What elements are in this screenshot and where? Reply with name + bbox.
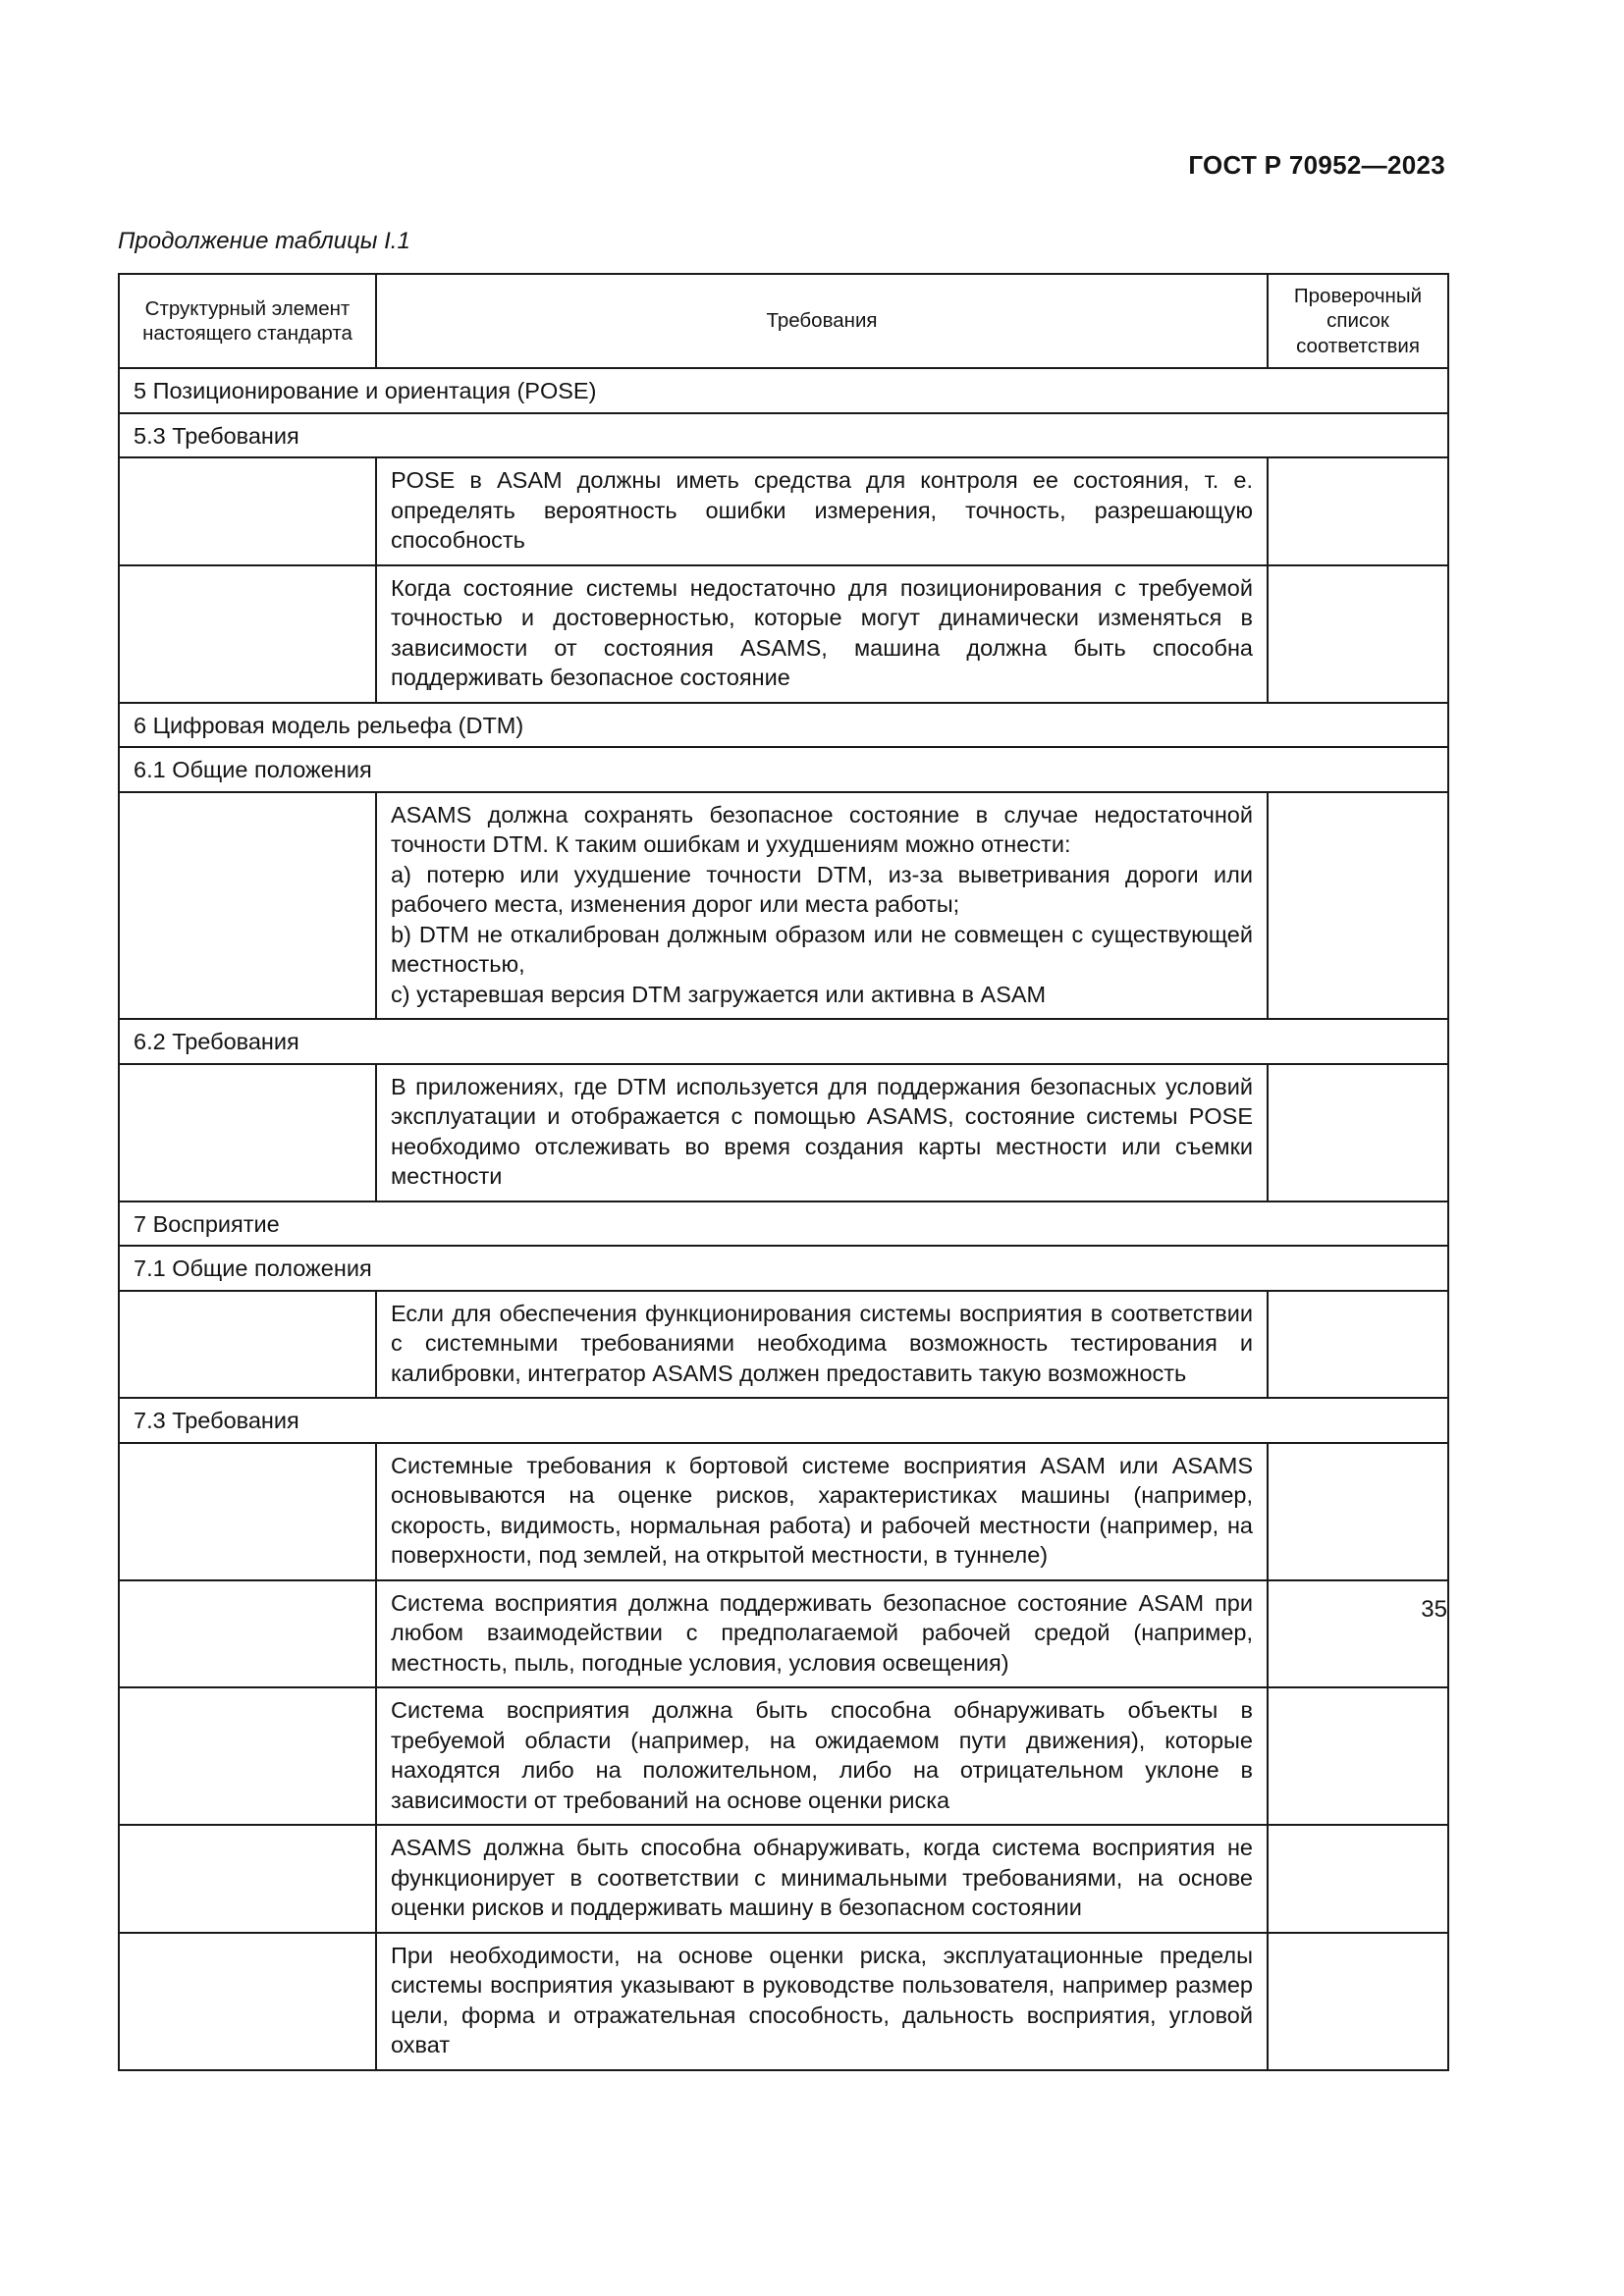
requirement-text: ASAMS должна сохранять безопасное состояние в случае недостаточной точности DTM. К таким ошибкам и ухудшениям можно отнести: а) потерю или ухудшение точности DTM, из-за выветривания дороги или рабочего места, изменения дорог или места работы; b) DTM не откалиброван должным образом или не совмещен с существующей местностью, c) устаревшая версия DTM загружается или активна в ASAM xyxy=(376,792,1268,1020)
requirement-row xyxy=(119,1933,1448,2070)
table-header-row xyxy=(119,274,1448,368)
section-row xyxy=(119,1398,1448,1443)
checklist-cell xyxy=(1268,1291,1448,1399)
section-row xyxy=(119,1019,1448,1064)
requirement-text: ASAMS должна быть способна обнаруживать, когда система восприятия не функционирует в соответствии с минимальными требованиями, на основе оценки рисков и поддерживать машину в безопасном состоянии xyxy=(376,1825,1268,1933)
structural-element-cell xyxy=(119,565,376,703)
requirement-row xyxy=(119,1291,1448,1399)
checklist-cell xyxy=(1268,1933,1448,2070)
requirement-text: Система восприятия должна быть способна обнаруживать объекты в требуемой области (например, на ожидаемом пути движения), которые находятся либо на положительном, либо на отрицательном уклоне в зависимости от требований на основе оценки риска xyxy=(376,1687,1268,1825)
requirement-text: POSE в ASAM должны иметь средства для контроля ее состояния, т. е. определять вероятность ошибки измерения, точность, разрешающую способность xyxy=(376,457,1268,565)
structural-element-cell xyxy=(119,1443,376,1580)
requirement-row xyxy=(119,1064,1448,1201)
section-title: 7 Восприятие xyxy=(119,1201,1448,1247)
section-row xyxy=(119,1246,1448,1291)
requirement-text: Если для обеспечения функционирования системы восприятия в соответствии с системными требованиями необходима возможность тестирования и калибровки, интегратор ASAMS должен предоставить такую возможность xyxy=(376,1291,1268,1399)
checklist-cell xyxy=(1268,1825,1448,1933)
requirement-text: Когда состояние системы недостаточно для позиционирования с требуемой точностью и достоверностью, которые могут динамически изменяться в зависимости от состояния ASAMS, машина должна быть способна поддерживать безопасное состояние xyxy=(376,565,1268,703)
section-title: 7.1 Общие положения xyxy=(119,1246,1448,1291)
checklist-cell xyxy=(1268,1687,1448,1825)
structural-element-cell xyxy=(119,792,376,1020)
structural-element-cell xyxy=(119,1825,376,1933)
compliance-table xyxy=(118,273,1449,2071)
requirement-row xyxy=(119,792,1448,1020)
table-caption: Продолжение таблицы I.1 xyxy=(118,228,410,254)
section-title: 5 Позиционирование и ориентация (POSE) xyxy=(119,368,1448,413)
checklist-cell xyxy=(1268,457,1448,565)
requirement-text: Система восприятия должна поддерживать безопасное состояние ASAM при любом взаимодействии с предполагаемой рабочей средой (например, местность, пыль, погодные условия, условия освещения) xyxy=(376,1580,1268,1688)
section-title: 6.2 Требования xyxy=(119,1019,1448,1064)
section-row xyxy=(119,413,1448,458)
structural-element-cell xyxy=(119,457,376,565)
structural-element-cell xyxy=(119,1580,376,1688)
checklist-cell xyxy=(1268,1064,1448,1201)
header-requirements: Требования xyxy=(376,274,1268,368)
header-structural-element: Структурный элемент настоящего стандарта xyxy=(119,274,376,368)
section-title: 6.1 Общие положения xyxy=(119,747,1448,792)
section-title: 6 Цифровая модель рельефа (DTM) xyxy=(119,703,1448,748)
section-row xyxy=(119,368,1448,413)
header-checklist: Проверочный список соответствия xyxy=(1268,274,1448,368)
section-row xyxy=(119,1201,1448,1247)
requirement-row xyxy=(119,1443,1448,1580)
checklist-cell xyxy=(1268,792,1448,1020)
section-title: 5.3 Требования xyxy=(119,413,1448,458)
standard-designation: ГОСТ Р 70952—2023 xyxy=(1188,150,1445,180)
checklist-cell xyxy=(1268,565,1448,703)
requirement-row xyxy=(119,1687,1448,1825)
requirement-text: В приложениях, где DTM используется для поддержания безопасных условий эксплуатации и отображается с помощью ASAMS, состояние системы POSE необходимо отслеживать во время создания карты местности или съемки местности xyxy=(376,1064,1268,1201)
page-number: 35 xyxy=(1421,1596,1447,1623)
table-body xyxy=(119,368,1448,2070)
section-title: 7.3 Требования xyxy=(119,1398,1448,1443)
requirement-row xyxy=(119,1825,1448,1933)
structural-element-cell xyxy=(119,1291,376,1399)
requirement-text: При необходимости, на основе оценки риска, эксплуатационные пределы системы восприятия указывают в руководстве пользователя, например размер цели, форма и отражательная способность, дальность восприятия, угловой охват xyxy=(376,1933,1268,2070)
requirement-row xyxy=(119,457,1448,565)
structural-element-cell xyxy=(119,1933,376,2070)
checklist-cell xyxy=(1268,1443,1448,1580)
requirement-row xyxy=(119,1580,1448,1688)
structural-element-cell xyxy=(119,1064,376,1201)
section-row xyxy=(119,747,1448,792)
requirement-text: Системные требования к бортовой системе восприятия ASAM или ASAMS основываются на оценке рисков, характеристиках машины (например, скорость, видимость, нормальная работа) и рабочей местности (например, на поверхности, под землей, на открытой местности, в туннеле) xyxy=(376,1443,1268,1580)
section-row xyxy=(119,703,1448,748)
requirement-row xyxy=(119,565,1448,703)
structural-element-cell xyxy=(119,1687,376,1825)
